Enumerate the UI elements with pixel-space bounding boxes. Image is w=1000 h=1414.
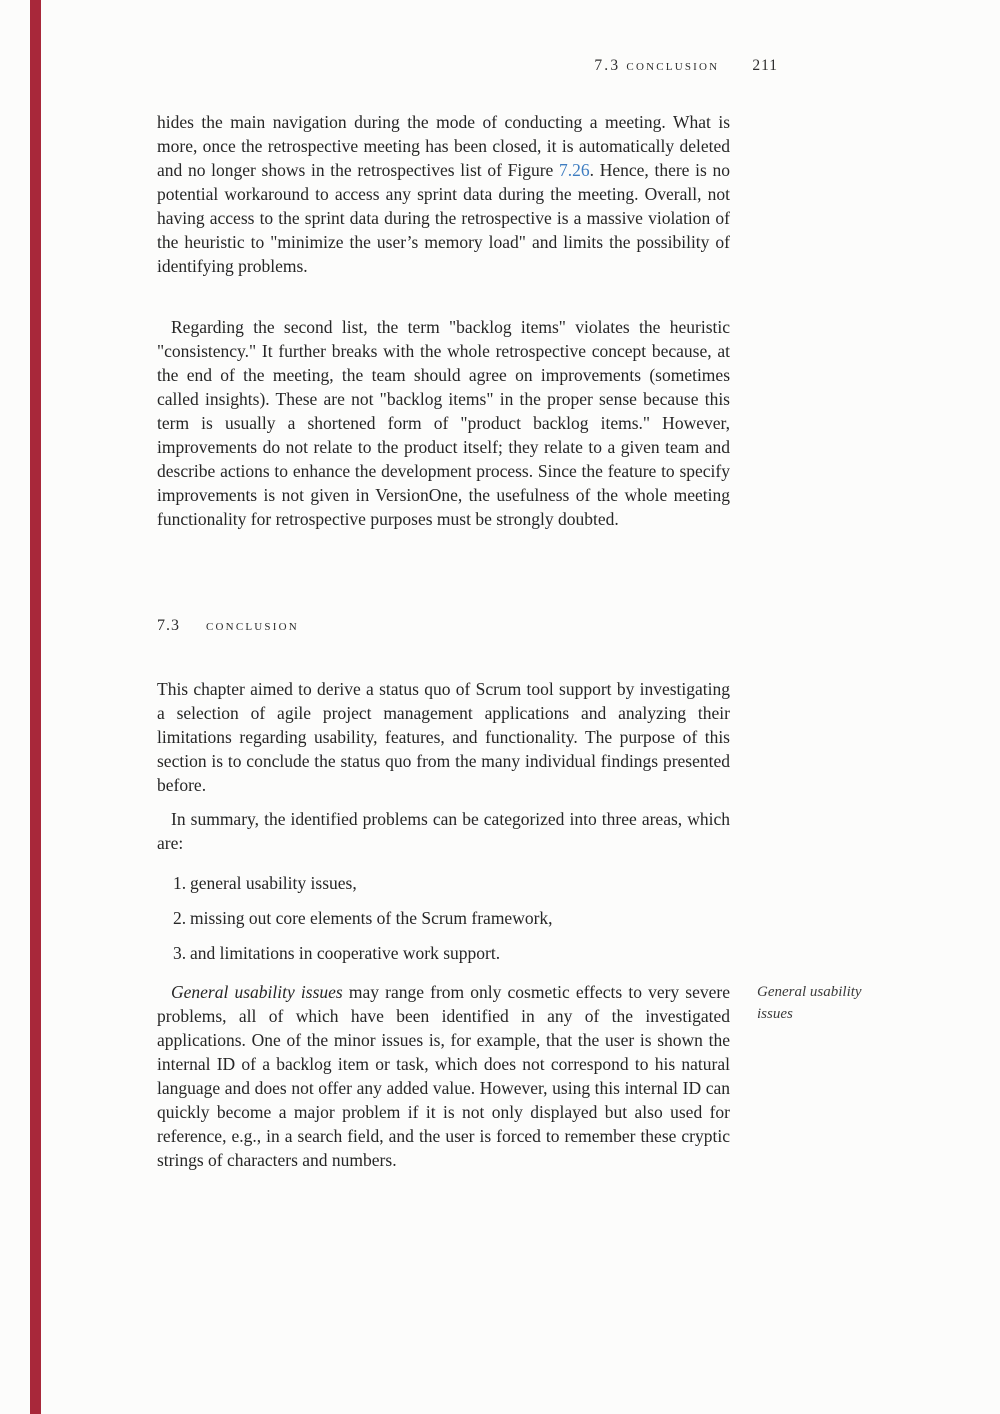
running-header [157,57,778,75]
list-item [157,871,730,895]
paragraph-text: . Hence, there is no potential workaround to access any sprint data during the meeting. Overall, not having access to the sprint data during the retrospective is a massive violation of the heuristic to "minimize the user’s memory load" and limits the possibility of identifying problems. [157,160,730,276]
paragraph-meeting-navigation [157,110,730,278]
paragraph-chapter-aim: This chapter aimed to derive a status quo of Scrum tool support by investigating a selection of agile project management applications and analyzing their limitations regarding usability, features, and functionality. The purpose of this section is to conclude the status quo from the many individual findings presented before. [157,679,730,795]
margin-note: General usability issues [757,984,862,1022]
lead-in-italic: General usability issues [171,982,343,1002]
section-number: 7.3 [157,617,180,634]
section-title: conclusion [206,617,299,634]
list-item-text: missing out core elements of the Scrum framework, [190,908,553,928]
figure-7-26-link[interactable]: 7.26 [559,160,590,180]
list-item-text: general usability issues, [190,873,357,893]
list-item [157,906,730,930]
list-item-number: 1. [173,873,187,893]
paragraph-text: hides the main navigation during the mode of conducting a meeting. What is more, once the retrospective meeting has been closed, it is automatically deleted and no longer shows in the retrospectives list of Figure [157,112,730,180]
page-number: 211 [752,57,778,74]
problem-category-list [157,871,730,976]
section-heading [157,617,299,635]
list-item-number: 3. [173,943,187,963]
list-item-text: and limitations in cooperative work support. [190,943,501,963]
running-header-section: 7.3 conclusion [594,57,720,74]
paragraph-backlog-items: Regarding the second list, the term "backlog items" violates the heuristic "consistency." It further breaks with the whole retrospective concept because, at the end of the meeting, the team should agree on improvements (sometimes called insights). These are not "backlog items" in the proper sense because this term is usually a shortened form of "product backlog items." However, improvements do not relate to the product itself; they relate to a given team and describe actions to enhance the development process. Since the feature to specify improvements is not given in VersionOne, the usefulness of the whole meeting functionality for retrospective purposes must be strongly doubted. [157,317,730,529]
list-item-number: 2. [173,908,187,928]
list-item [157,941,730,965]
paragraph-general-usability [157,980,730,1172]
paragraph-summary-intro: In summary, the identified problems can be categorized into three areas, which are: [157,809,730,853]
bookmark-ribbon [30,0,41,1414]
paragraph-text: may range from only cosmetic effects to very severe problems, all of which have been identified in any of the investigated applications. One of the minor issues is, for example, that the user is shown the internal ID of a backlog item or task, which does not correspond to his natural language and does not offer any added value. However, using this internal ID can quickly become a major problem if it is not only displayed but also used for reference, e.g., in a search field, and the user is forced to remember these cryptic strings of characters and numbers. [157,982,731,1170]
